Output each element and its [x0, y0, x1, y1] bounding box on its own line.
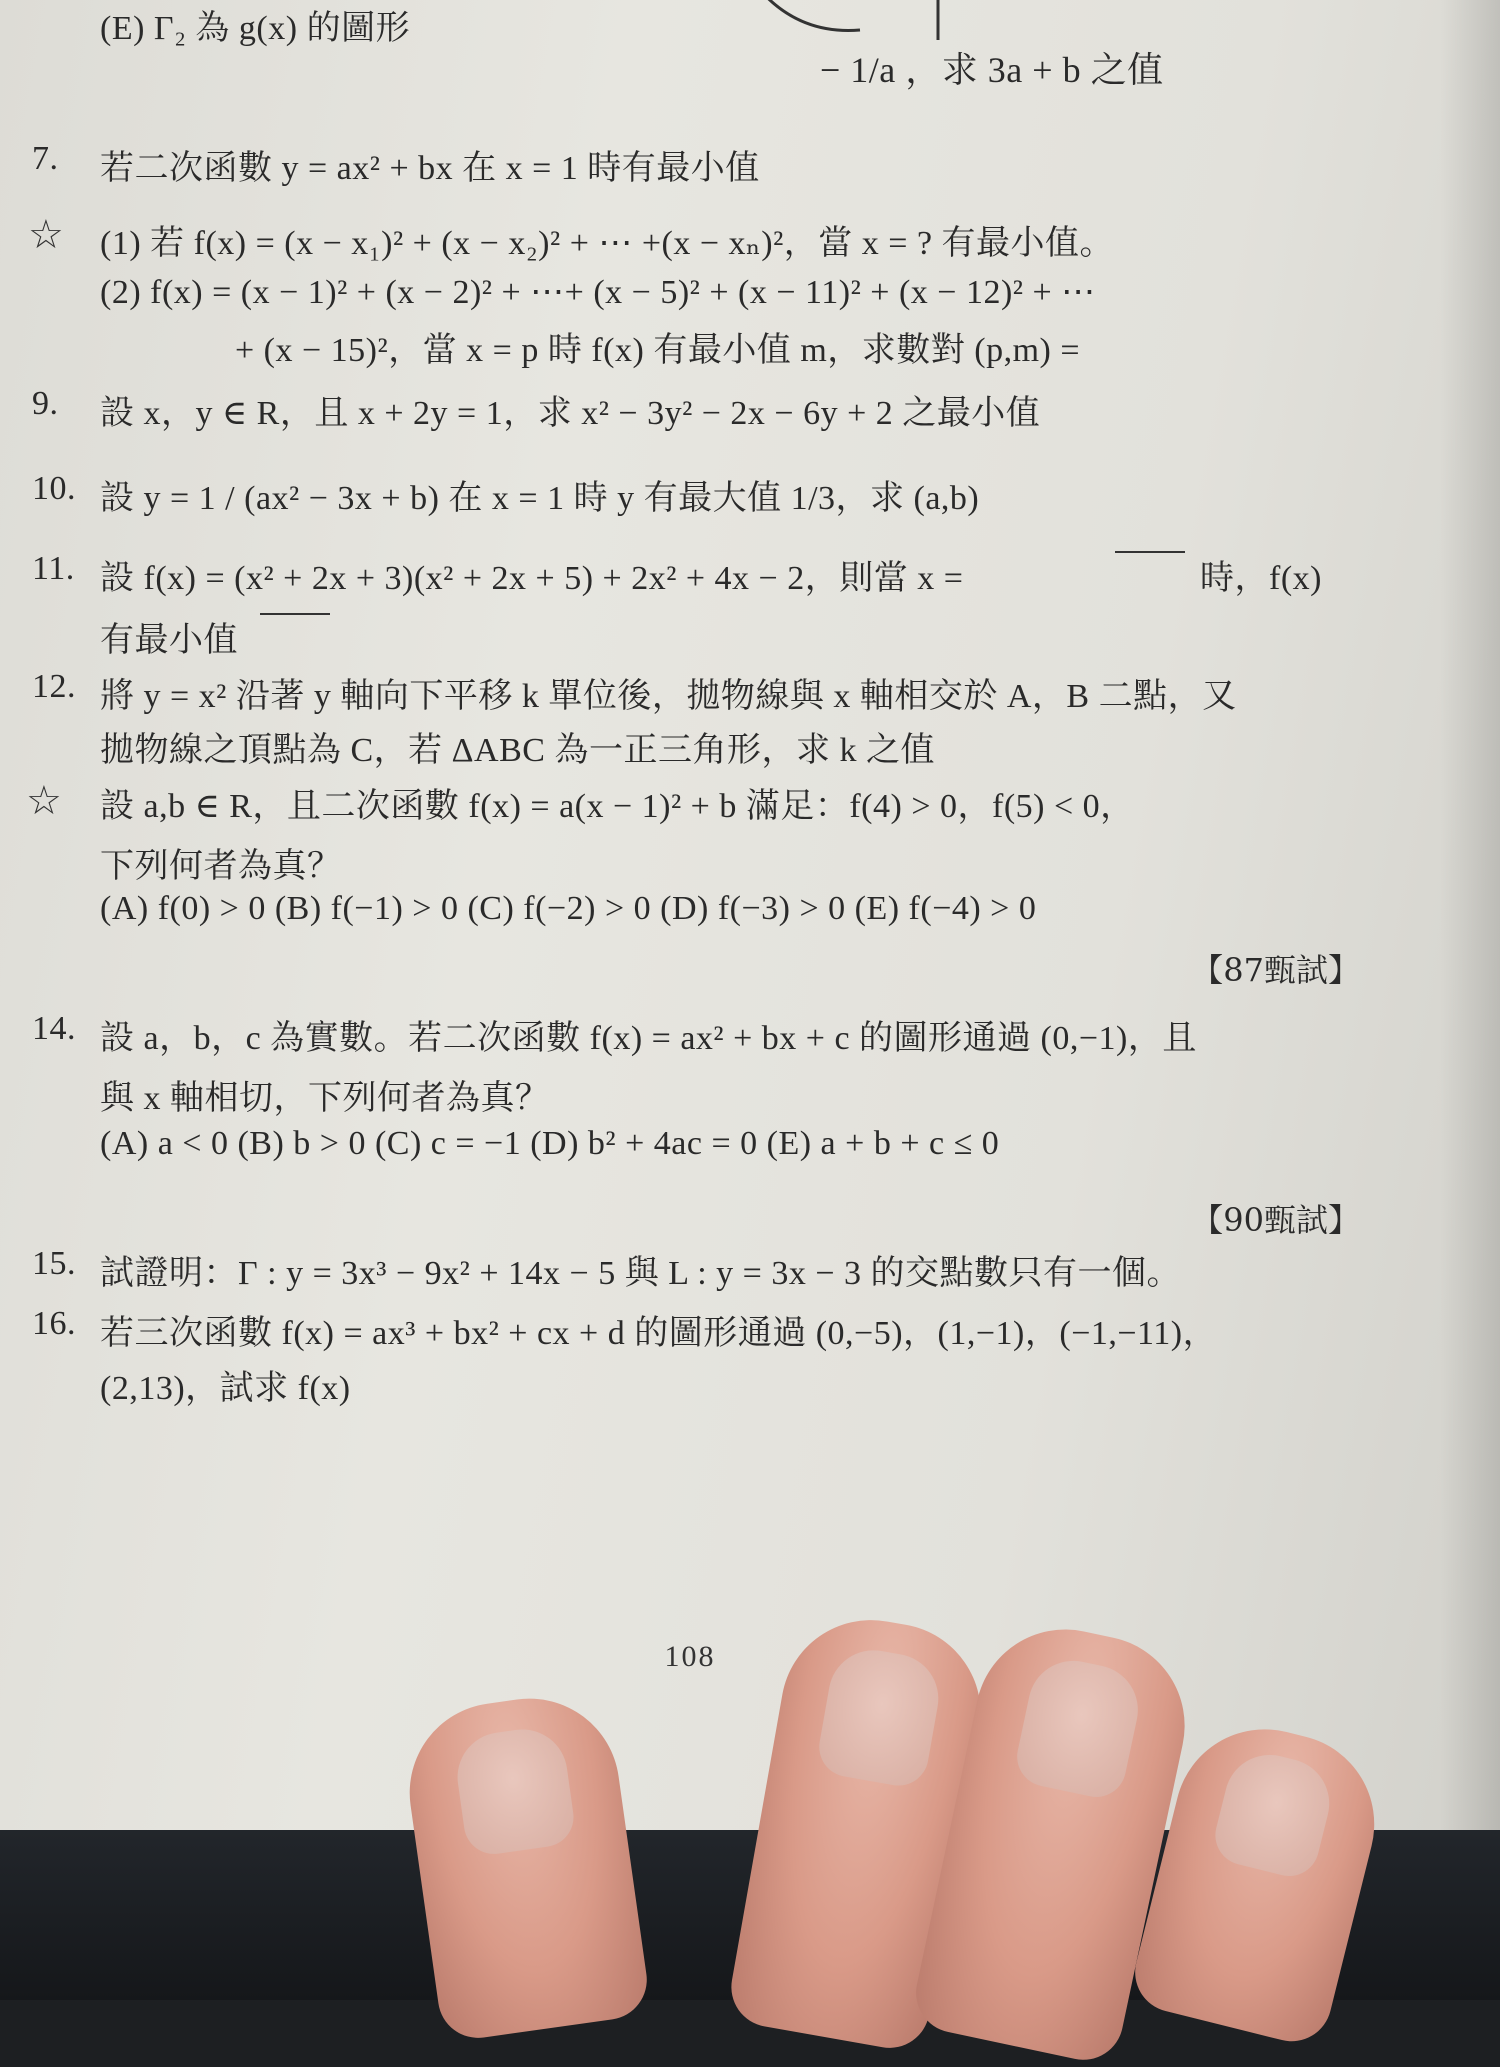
exam-source-tag: 【90甄試】 [1191, 1201, 1360, 1239]
exam-source-tag: 【87甄試】 [1191, 951, 1360, 989]
p7-fraction-line: − 1/a ，求 3a + b 之值 [820, 50, 1164, 90]
fingernail [1209, 1745, 1339, 1882]
page-edge-shadow [1440, 0, 1500, 1830]
page-number: 108 [664, 1640, 716, 1673]
answer-blank [1115, 550, 1185, 553]
fingernail [815, 1643, 946, 1790]
star-mark-icon: ☆ [26, 778, 62, 824]
star-mark-icon: ☆ [28, 212, 64, 258]
fingernail [452, 1724, 578, 1858]
textbook-page: (E) Γ₂ 為 g(x) 的圖形 − 1/a ，求 3a + b 之值 7. 若二次函數 y = ax² + bx 在 x = 1 時有最小值 ☆ (1) 若 f(x) = (x − x₁)² + (x − x₂)² + ⋯ +(x − xₙ)²，當 x = ? 有最小值。 (2) f(x) = (x − 1)² + (x − 2)² + ⋯+ (x − 5)² + (x − 11)² + (x − 12)² + ⋯ + (x − 15)²，當 x = p 時 f(x) 有最小值 m，求數對 (p,m) = 9. 設 x，y ∈ R，且 x + 2y = 1，求 x² − 3y² − 2x − 6y + 2 之最小值 10. 設 y = 1 / (ax² − 3x + b) 在 x = 1 時 y 有最大值 1/3，求 (a,b) 11. 設 f(x) = (x² + 2x + 3)(x² + 2x + 5) + 2x² + 4x − 2，則當 x = 時，f(x) 有最小值 12. 將 y = x² 沿著 y 軸向下平移 k 單位後，拋物線與 x 軸相交於 A，B 二點，又 拋物線之頂點為 C，若 ΔABC 為一正三角形，求 k 之值 ☆ 設 a,b ∈ R，且二次函數 f(x) = a(x − 1)² + b 滿足：f(4) > 0，f(5) < 0， 下列何者為真？ (A) f(0) > 0 (B) f(−1) > 0 (C) f(−2) > 0 (D) f(−3) > 0 (E) f(−4) > 0 【87甄試】 14. 設 a，b，c 為實數。若二次函數 f(x) = ax² + bx + c 的圖形通過 (0,−1)，且 與 x 軸相切，下列何者為真？ (A) a < 0 (B) b > 0 (C) c = −1 (D) b² + 4ac = 0 (E) a + b + c ≤ 0 【90甄試】 15. 試證明：Γ : y = 3x³ − 9x² + 14x − 5 與 L : y = 3x − 3 的交點數只有一個。 16. 若三次函數 f(x) = ax³ + bx² + cx + d 的圖形通過 (0,−5)，(1,−1)，(−1,−11)， (2,13)，試求 f(x) 108 [0, 0, 1500, 1830]
answer-blank [260, 612, 330, 615]
fingernail [1012, 1652, 1147, 1802]
